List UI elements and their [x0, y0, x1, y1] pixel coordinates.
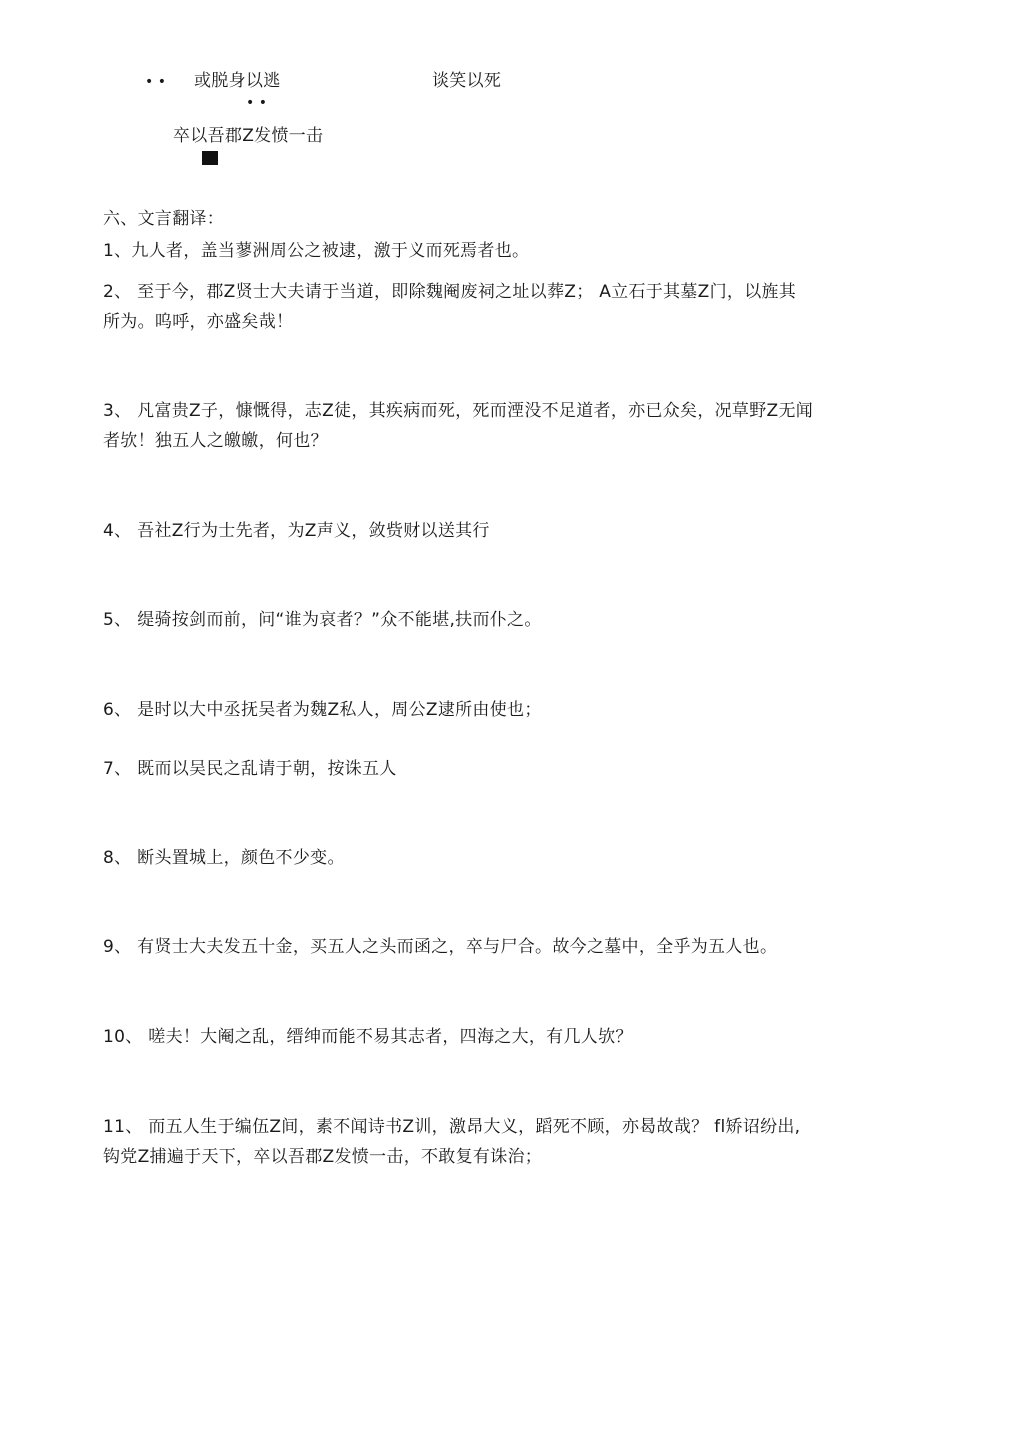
item-line-continued: 者欤！独五人之皦皦，何也？: [103, 431, 328, 451]
list-item-3: [103, 396, 863, 456]
item-number: 11、: [103, 1117, 143, 1137]
item-text: 九人者，盖当蓼洲周公之被逮，激于义而死焉者也。: [131, 241, 530, 261]
item-line: [103, 1112, 863, 1142]
item-text: 缇骑按剑而前，问“谁为哀者？”众不能堪,扶而仆之。: [137, 610, 542, 630]
item-line: [103, 605, 863, 635]
phrase-escape: 或脱身以逃: [194, 71, 281, 91]
list-item-4: [103, 516, 863, 546]
emphasis-dots-left: • •: [145, 74, 166, 90]
list-item-5: [103, 605, 863, 635]
item-line: [103, 1022, 863, 1052]
emphasis-dots-under: • •: [246, 95, 267, 111]
item-line: [103, 695, 863, 725]
list-item-2: [103, 277, 863, 337]
item-number: 9、: [103, 937, 132, 957]
item-line: [103, 516, 863, 546]
item-line-continued: 所为。呜呼，亦盛矣哉！: [103, 312, 294, 332]
item-text: 有贤士大夫发五十金，买五人之头而函之，卒与尸合。故今之墓中，全乎为五人也。: [137, 937, 778, 957]
item-text: 凡富贵Z子，慷慨得，志Z徒，其疾病而死，死而湮没不足道者，亦已众矣，况草野Z无闻: [137, 401, 814, 421]
list-item-11: [103, 1112, 863, 1172]
black-square-icon: [202, 151, 218, 165]
list-item-9: [103, 932, 863, 962]
item-text: 至于今，郡Z贤士大夫请于当道，即除魏阉废祠之址以葬Z； A立石于其墓Z门，以旌其: [137, 282, 797, 302]
list-item-6: [103, 695, 863, 725]
item-line: [103, 932, 863, 962]
item-line: [103, 277, 863, 307]
section-heading: 六、文言翻译：: [103, 209, 225, 229]
item-line: [103, 754, 863, 784]
item-text: 断头置城上，颜色不少变。: [137, 848, 345, 868]
list-item-10: [103, 1022, 863, 1052]
item-line: [103, 843, 863, 873]
item-number: 1、: [103, 241, 132, 261]
item-text: 是时以大中丞抚吴者为魏Z私人，周公Z逮所由使也；: [137, 700, 542, 720]
list-item-1: [103, 236, 863, 266]
item-line: [103, 236, 863, 266]
item-number: 2、: [103, 282, 132, 302]
item-number: 3、: [103, 401, 132, 421]
item-number: 8、: [103, 848, 132, 868]
list-item-8: [103, 843, 863, 873]
item-number: 4、: [103, 521, 132, 541]
item-number: 7、: [103, 759, 132, 779]
phrase-laugh-die: 谈笑以死: [432, 71, 502, 91]
item-number: 10、: [103, 1027, 143, 1047]
list-item-7: [103, 754, 863, 784]
item-text: 既而以吴民之乱请于朝，按诛五人: [137, 759, 397, 779]
item-number: 6、: [103, 700, 132, 720]
item-text: 嗟夫！大阉之乱，缙绅而能不易其志者，四海之大，有几人欤？: [148, 1027, 633, 1047]
item-number: 5、: [103, 610, 132, 630]
item-text: 吾社Z行为士先者，为Z声义，敛赀财以送其行: [137, 521, 490, 541]
item-text: 而五人生于编伍Z间，素不闻诗书Z训，激昂大义，蹈死不顾，亦曷故哉？ fl矫诏纷出,: [148, 1117, 801, 1137]
item-line: [103, 396, 863, 426]
item-line-continued: 钩党Z捕遍于天下，卒以吾郡Z发愤一击，不敢复有诛治；: [103, 1147, 543, 1167]
phrase-uprising: 卒以吾郡Z发愤一击: [173, 126, 324, 146]
